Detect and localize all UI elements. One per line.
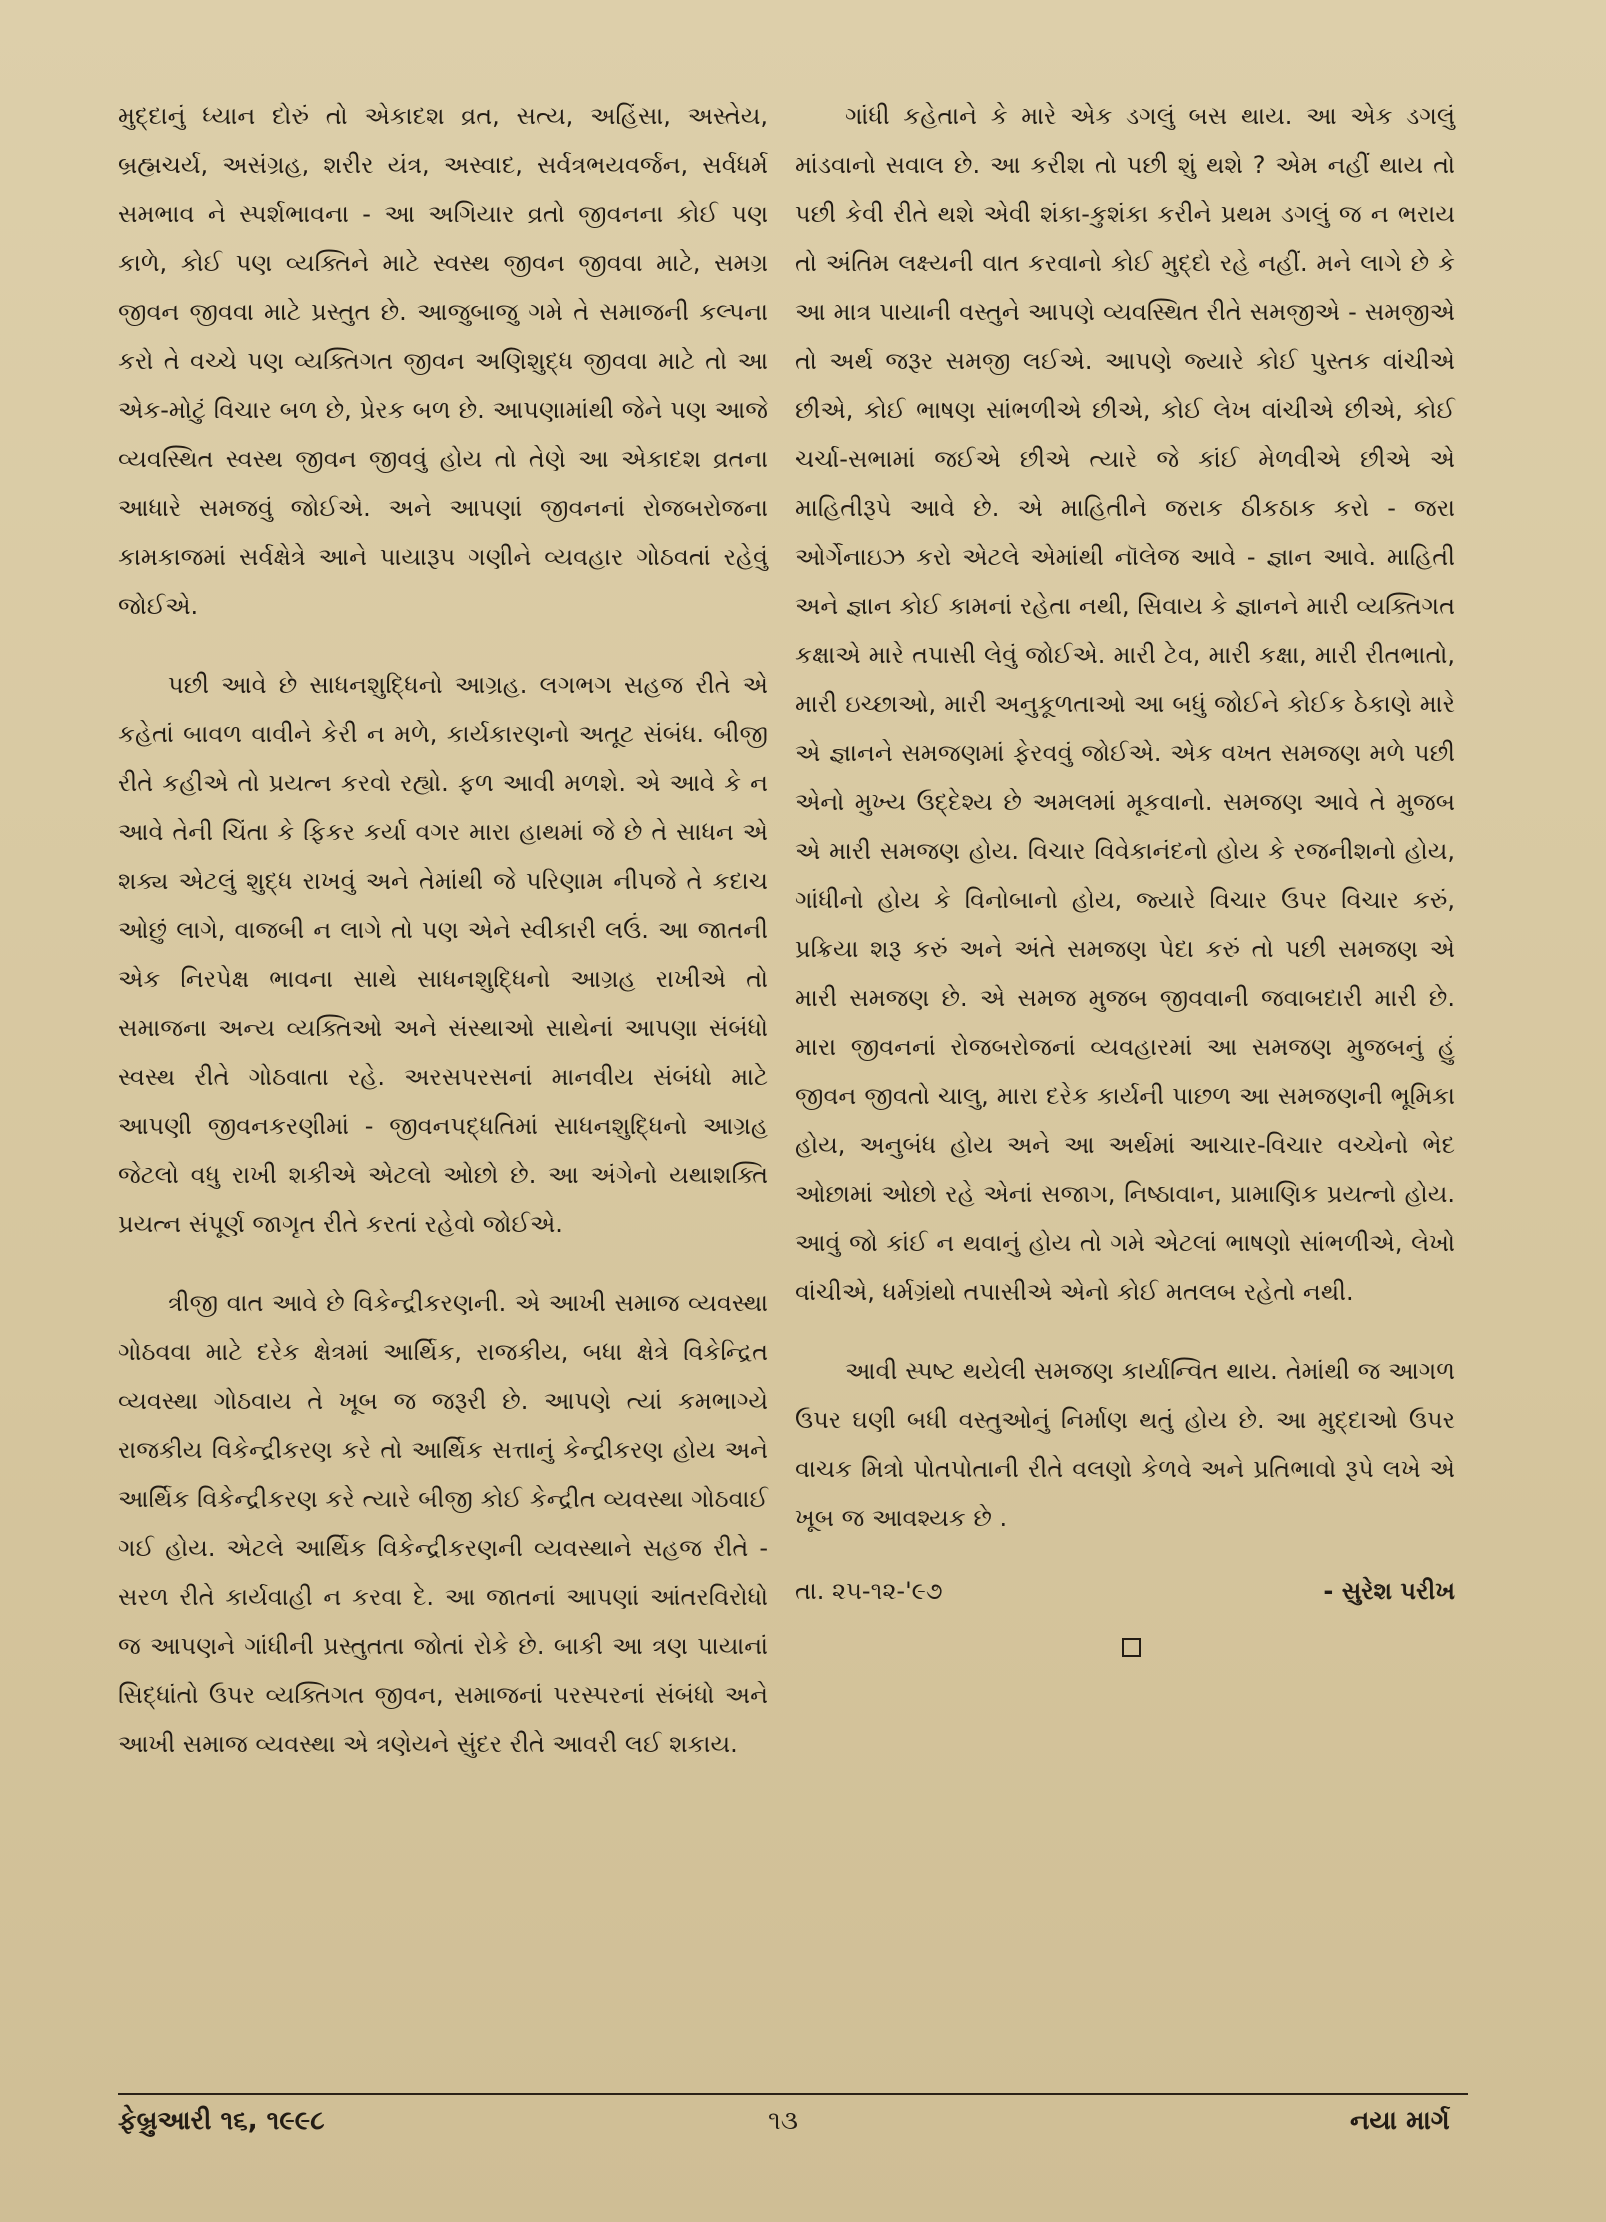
paragraph-decentralization: ત્રીજી વાત આવે છે વિકેન્દ્રીકરણની. એ આખી સમાજ વ્યવસ્થા ગોઠવવા માટે દરેક ક્ષેત્રમાં આર્થિક, રાજકીય, બધા ક્ષેત્રે વિકેન્દ્રિત વ્યવસ્થા ગોઠવાય તે ખૂબ જ જરૂરી છે. આપણે ત્યાં કમભાગ્યે રાજકીય વિકેન્દ્રીકરણ કરે તો આર્થિક સત્તાનું કેન્દ્રીકરણ હોય અને આર્થિક વિકેન્દ્રીકરણ કરે ત્યારે બીજી કોઈ કેન્દ્રીત વ્યવસ્થા ગોઠવાઈ ગઈ હોય. એટલે આર્થિક વિકેન્દ્રીકરણની વ્યવસ્થાને સહજ રીતે - સરળ રીતે કાર્યવાહી ન કરવા દે. આ જાતનાં આપણાં આંતરવિરોધો જ આપણને ગાંધીની પ્રસ્તુતતા જોતાં રોકે છે. બાકી આ ત્રણ પાયાનાં સિદ્ધાંતો ઉપર વ્યક્તિગત જીવન, સમાજનાં પરસ્પરનાં સંબંધો અને આખી સમાજ વ્યવસ્થા એ ત્રણેયને સુંદર રીતે આવરી લઈ શકાય. bbox=[118, 1289, 768, 1758]
paragraph-conclusion: આવી સ્પષ્ટ થયેલી સમજણ કાર્યાન્વિત થાય. તેમાંથી જ આગળ ઉપર ઘણી બધી વસ્તુઓનું નિર્માણ થતું હોય છે. આ મુદ્દાઓ ઉપર વાચક મિત્રો પોતપોતાની રીતે વલણો કેળવે અને પ્રતિભાવો રૂપે લખે એ ખૂબ જ આવશ્યક છે . bbox=[795, 1357, 1455, 1532]
paragraph-vows: મુદ્દાનું ધ્યાન દોરું તો એકાદશ વ્રત, સત્ય, અહિંસા, અસ્તેય, બ્રહ્મચર્ય, અસંગ્રહ, શરીર યંત્ર, અસ્વાદ, સર્વત્રભયવર્જન, સર્વધર્મ સમભાવ ને સ્પર્શભાવના - આ અગિયાર વ્રતો જીવનના કોઈ પણ કાળે, કોઈ પણ વ્યક્તિને માટે સ્વસ્થ જીવન જીવવા માટે, સમગ્ર જીવન જીવવા માટે પ્રસ્તુત છે. આજુબાજુ ગમે તે સમાજની કલ્પના કરો તે વચ્ચે પણ વ્યક્તિગત જીવન અણિશુદ્ધ જીવવા માટે તો આ એક-મોટું વિચાર બળ છે, પ્રેરક બળ છે. આપણામાંથી જેને પણ આજે વ્યવસ્થિત સ્વસ્થ જીવન જીવવું હોય તો તેણે આ એકાદશ વ્રતના આધારે સમજવું જોઈએ. અને આપણાં જીવનનાં રોજબરોજના કામકાજમાં સર્વક્ષેત્રે આને પાયારૂપ ગણીને વ્યવહાર ગોઠવતાં રહેવું જોઈએ. bbox=[118, 102, 768, 620]
page-number: ૧૩ bbox=[768, 2106, 799, 2136]
publication-name: નયા માર્ગ bbox=[1350, 2106, 1450, 2136]
footer-issue-date: ફેબ્રુઆરી ૧૬, ૧૯૯૮ bbox=[118, 2106, 325, 2136]
paragraph-one-step: ગાંધી કહેતાને કે મારે એક ડગલું બસ થાય. આ એક ડગલું માંડવાનો સવાલ છે. આ કરીશ તો પછી શું થશે ? એમ નહીં થાય તો પછી કેવી રીતે થશે એવી શંકા-કુશંકા કરીને પ્રથમ ડગલું જ ન ભરાય તો અંતિમ લક્ષ્યની વાત કરવાનો કોઈ મુદ્દો રહે નહીં. મને લાગે છે કે આ માત્ર પાયાની વસ્તુને આપણે વ્યવસ્થિત રીતે સમજીએ - સમજીએ તો અર્થ જરૂર સમજી લઈએ. આપણે જ્યારે કોઈ પુસ્તક વાંચીએ છીએ, કોઈ ભાષણ સાંભળીએ છીએ, કોઈ લેખ વાંચીએ છીએ, કોઈ ચર્ચા-સભામાં જઈએ છીએ ત્યારે જે કાંઈ મેળવીએ છીએ એ માહિતીરૂપે આવે છે. એ માહિતીને જરાક ઠીકઠાક કરો - જરા ઓર્ગેનાઇઝ કરો એટલે એમાંથી નૉલેજ આવે - જ્ઞાન આવે. માહિતી અને જ્ઞાન કોઈ કામનાં રહેતા નથી, સિવાય કે જ્ઞાનને મારી વ્યક્તિગત કક્ષાએ મારે તપાસી લેવું જોઈએ. મારી ટેવ, મારી કક્ષા, મારી રીતભાતો, મારી ઇચ્છાઓ, મારી અનુકૂળતાઓ આ બધું જોઈને કોઈક ઠેકાણે મારે એ જ્ઞાનને સમજણમાં ફેરવવું જોઈએ. એક વખત સમજણ મળે પછી એનો મુખ્ય ઉદ્દેશ્ય છે અમલમાં મૂકવાનો. સમજણ આવે તે મુજબ એ મારી સમજણ હોય. વિચાર વિવેકાનંદનો હોય કે રજનીશનો હોય, ગાંધીનો હોય કે વિનોબાનો હોય, જ્યારે વિચાર ઉપર વિચાર કરું, પ્રક્રિયા શરૂ કરું અને અંતે સમજણ પેદા કરું તો પછી સમજણ એ મારી સમજણ છે. એ સમજ મુજબ જીવવાની જવાબદારી મારી છે. મારા જીવનનાં રોજબરોજનાં વ્યવહારમાં આ સમજણ મુજબનું હું જીવન જીવતો ચાલુ, મારા દરેક કાર્યની પાછળ આ સમજણની ભૂમિકા હોય, અનુબંધ હોય અને આ અર્થમાં આચાર-વિચાર વચ્ચેનો ભેદ ઓછામાં ઓછો રહે એનાં સજાગ, નિષ્ઠાવાન, પ્રામાણિક પ્રયત્નો હોય. આવું જો કાંઈ ન થવાનું હોય તો ગમે એટલાં ભાષણો સાંભળીએ, લેખો વાંચીએ, ધર્મગ્રંથો તપાસીએ એનો કોઈ મતલબ રહેતો નથી. bbox=[795, 102, 1455, 1306]
paragraph-purity-of-means: પછી આવે છે સાધનશુદ્ધિનો આગ્રહ. લગભગ સહજ રીતે એ કહેતાં બાવળ વાવીને કેરી ન મળે, કાર્યકારણનો અતૂટ સંબંધ. બીજી રીતે કહીએ તો પ્રયત્ન કરવો રહ્યો. ફળ આવી મળશે. એ આવે કે ન આવે તેની ચિંતા કે ફિકર કર્યા વગર મારા હાથમાં જે છે તે સાધન એ શક્ય એટલું શુદ્ધ રાખવું અને તેમાંથી જે પરિણામ નીપજે તે કદાચ ઓછું લાગે, વાજબી ન લાગે તો પણ એને સ્વીકારી લઉં. આ જાતની એક નિરપેક્ષ ભાવના સાથે સાધનશુદ્ધિનો આગ્રહ રાખીએ તો સમાજના અન્ય વ્યક્તિઓ અને સંસ્થાઓ સાથેનાં આપણા સંબંધો સ્વસ્થ રીતે ગોઠવાતા રહે. અરસપરસનાં માનવીય સંબંધો માટે આપણી જીવનકરણીમાં - જીવનપદ્ધતિમાં સાધનશુદ્ધિનો આગ્રહ જેટલો વધુ રાખી શકીએ એટલો ઓછો છે. આ અંગેનો યથાશક્તિ પ્રયત્ન સંપૂર્ણ જાગૃત રીતે કરતાં રહેવો જોઈએ. bbox=[118, 671, 768, 1238]
article-date: તા. ૨૫-૧૨-'૯૭ bbox=[795, 1577, 943, 1605]
end-of-article-mark bbox=[1122, 1638, 1141, 1657]
right-column bbox=[795, 92, 1455, 1657]
author-signature: - સુરેશ પરીખ bbox=[1323, 1577, 1455, 1605]
signature-row bbox=[795, 1567, 1455, 1616]
left-column bbox=[118, 92, 768, 1769]
footer-divider bbox=[118, 2093, 1468, 2095]
